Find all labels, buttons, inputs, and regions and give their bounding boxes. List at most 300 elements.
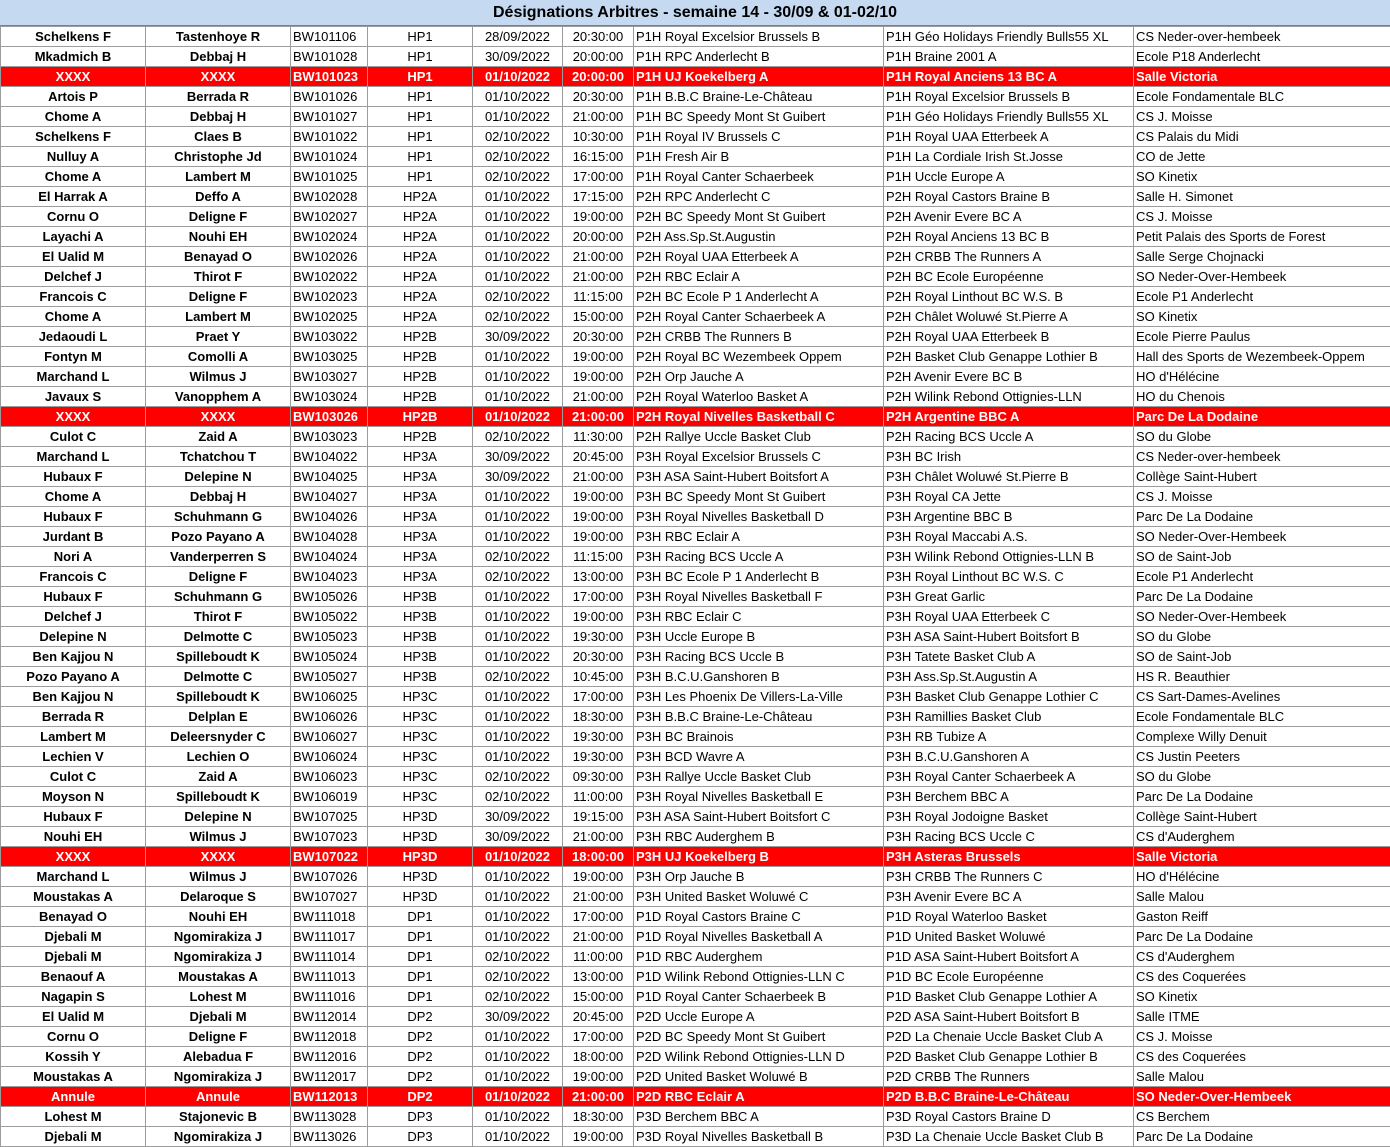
- time-cell[interactable]: 20:00:00: [563, 67, 634, 87]
- referee-1-cell[interactable]: Chome A: [1, 307, 146, 327]
- date-cell[interactable]: 30/09/2022: [473, 807, 563, 827]
- time-cell[interactable]: 21:00:00: [563, 387, 634, 407]
- home-team-cell[interactable]: P3H Royal Nivelles Basketball F: [634, 587, 884, 607]
- time-cell[interactable]: 19:30:00: [563, 747, 634, 767]
- venue-cell[interactable]: SO Kinetix: [1134, 167, 1390, 187]
- date-cell[interactable]: 30/09/2022: [473, 447, 563, 467]
- away-team-cell[interactable]: P3H Basket Club Genappe Lothier C: [884, 687, 1134, 707]
- referee-1-cell[interactable]: Marchand L: [1, 367, 146, 387]
- match-code-cell[interactable]: BW104023: [291, 567, 368, 587]
- date-cell[interactable]: 02/10/2022: [473, 147, 563, 167]
- referee-1-cell[interactable]: Chome A: [1, 167, 146, 187]
- date-cell[interactable]: 01/10/2022: [473, 267, 563, 287]
- date-cell[interactable]: 01/10/2022: [473, 1107, 563, 1127]
- time-cell[interactable]: 19:30:00: [563, 627, 634, 647]
- referee-1-cell[interactable]: Delchef J: [1, 267, 146, 287]
- home-team-cell[interactable]: P2H Rallye Uccle Basket Club: [634, 427, 884, 447]
- venue-cell[interactable]: CO de Jette: [1134, 147, 1390, 167]
- referee-2-cell[interactable]: Alebadua F: [146, 1047, 291, 1067]
- time-cell[interactable]: 18:30:00: [563, 1107, 634, 1127]
- time-cell[interactable]: 21:00:00: [563, 1087, 634, 1107]
- division-cell[interactable]: HP1: [368, 87, 473, 107]
- match-code-cell[interactable]: BW107023: [291, 827, 368, 847]
- away-team-cell[interactable]: P3H Châlet Woluwé St.Pierre B: [884, 467, 1134, 487]
- home-team-cell[interactable]: P2H Royal Canter Schaerbeek A: [634, 307, 884, 327]
- referee-2-cell[interactable]: Berrada R: [146, 87, 291, 107]
- match-code-cell[interactable]: BW103022: [291, 327, 368, 347]
- away-team-cell[interactable]: P3H Racing BCS Uccle C: [884, 827, 1134, 847]
- venue-cell[interactable]: Salle Serge Chojnacki: [1134, 247, 1390, 267]
- date-cell[interactable]: 01/10/2022: [473, 1127, 563, 1147]
- away-team-cell[interactable]: P1H Géo Holidays Friendly Bulls55 XL: [884, 107, 1134, 127]
- referee-1-cell[interactable]: Djebali M: [1, 927, 146, 947]
- referee-1-cell[interactable]: Nouhi EH: [1, 827, 146, 847]
- home-team-cell[interactable]: P3H Rallye Uccle Basket Club: [634, 767, 884, 787]
- venue-cell[interactable]: Collège Saint-Hubert: [1134, 807, 1390, 827]
- referee-1-cell[interactable]: Moyson N: [1, 787, 146, 807]
- date-cell[interactable]: 02/10/2022: [473, 667, 563, 687]
- home-team-cell[interactable]: P2H BC Speedy Mont St Guibert: [634, 207, 884, 227]
- time-cell[interactable]: 11:30:00: [563, 427, 634, 447]
- away-team-cell[interactable]: P1H Uccle Europe A: [884, 167, 1134, 187]
- time-cell[interactable]: 19:00:00: [563, 347, 634, 367]
- time-cell[interactable]: 15:00:00: [563, 987, 634, 1007]
- date-cell[interactable]: 01/10/2022: [473, 707, 563, 727]
- home-team-cell[interactable]: P3H Orp Jauche B: [634, 867, 884, 887]
- time-cell[interactable]: 17:00:00: [563, 167, 634, 187]
- match-code-cell[interactable]: BW101027: [291, 107, 368, 127]
- away-team-cell[interactable]: P3H Avenir Evere BC A: [884, 887, 1134, 907]
- match-code-cell[interactable]: BW106023: [291, 767, 368, 787]
- date-cell[interactable]: 30/09/2022: [473, 1007, 563, 1027]
- time-cell[interactable]: 19:00:00: [563, 1127, 634, 1147]
- referee-2-cell[interactable]: Ngomirakiza J: [146, 1067, 291, 1087]
- date-cell[interactable]: 01/10/2022: [473, 107, 563, 127]
- home-team-cell[interactable]: P1D Royal Canter Schaerbeek B: [634, 987, 884, 1007]
- division-cell[interactable]: DP1: [368, 967, 473, 987]
- venue-cell[interactable]: Parc De La Dodaine: [1134, 587, 1390, 607]
- referee-1-cell[interactable]: Ben Kajjou N: [1, 687, 146, 707]
- referee-2-cell[interactable]: Christophe Jd: [146, 147, 291, 167]
- match-code-cell[interactable]: BW102024: [291, 227, 368, 247]
- referee-2-cell[interactable]: Schuhmann G: [146, 507, 291, 527]
- match-code-cell[interactable]: BW104025: [291, 467, 368, 487]
- referee-1-cell[interactable]: Nagapin S: [1, 987, 146, 1007]
- division-cell[interactable]: DP2: [368, 1047, 473, 1067]
- venue-cell[interactable]: HO d'Hélécine: [1134, 867, 1390, 887]
- referee-2-cell[interactable]: XXXX: [146, 67, 291, 87]
- date-cell[interactable]: 01/10/2022: [473, 227, 563, 247]
- away-team-cell[interactable]: P3D La Chenaie Uccle Basket Club B: [884, 1127, 1134, 1147]
- division-cell[interactable]: HP3D: [368, 867, 473, 887]
- division-cell[interactable]: HP3C: [368, 687, 473, 707]
- referee-1-cell[interactable]: Mkadmich B: [1, 47, 146, 67]
- division-cell[interactable]: HP3C: [368, 767, 473, 787]
- time-cell[interactable]: 10:30:00: [563, 127, 634, 147]
- referee-1-cell[interactable]: Layachi A: [1, 227, 146, 247]
- match-code-cell[interactable]: BW101025: [291, 167, 368, 187]
- referee-2-cell[interactable]: Nouhi EH: [146, 907, 291, 927]
- referee-1-cell[interactable]: Culot C: [1, 767, 146, 787]
- away-team-cell[interactable]: P2H Royal Anciens 13 BC B: [884, 227, 1134, 247]
- match-code-cell[interactable]: BW107027: [291, 887, 368, 907]
- away-team-cell[interactable]: P3H Royal Canter Schaerbeek A: [884, 767, 1134, 787]
- time-cell[interactable]: 21:00:00: [563, 927, 634, 947]
- time-cell[interactable]: 21:00:00: [563, 267, 634, 287]
- time-cell[interactable]: 17:15:00: [563, 187, 634, 207]
- division-cell[interactable]: HP3A: [368, 527, 473, 547]
- match-code-cell[interactable]: BW102022: [291, 267, 368, 287]
- referee-1-cell[interactable]: Lambert M: [1, 727, 146, 747]
- time-cell[interactable]: 21:00:00: [563, 887, 634, 907]
- division-cell[interactable]: HP2B: [368, 347, 473, 367]
- away-team-cell[interactable]: P2H Royal UAA Etterbeek B: [884, 327, 1134, 347]
- home-team-cell[interactable]: P3H Uccle Europe B: [634, 627, 884, 647]
- home-team-cell[interactable]: P2D Wilink Rebond Ottignies-LLN D: [634, 1047, 884, 1067]
- date-cell[interactable]: 30/09/2022: [473, 327, 563, 347]
- home-team-cell[interactable]: P2H RBC Eclair A: [634, 267, 884, 287]
- referee-1-cell[interactable]: Hubaux F: [1, 807, 146, 827]
- away-team-cell[interactable]: P2H Avenir Evere BC B: [884, 367, 1134, 387]
- time-cell[interactable]: 11:15:00: [563, 547, 634, 567]
- division-cell[interactable]: HP2A: [368, 267, 473, 287]
- home-team-cell[interactable]: P3H B.B.C Braine-Le-Château: [634, 707, 884, 727]
- date-cell[interactable]: 01/10/2022: [473, 907, 563, 927]
- date-cell[interactable]: 30/09/2022: [473, 467, 563, 487]
- date-cell[interactable]: 02/10/2022: [473, 567, 563, 587]
- division-cell[interactable]: DP2: [368, 1067, 473, 1087]
- date-cell[interactable]: 01/10/2022: [473, 527, 563, 547]
- referee-2-cell[interactable]: Wilmus J: [146, 867, 291, 887]
- referee-2-cell[interactable]: Zaid A: [146, 767, 291, 787]
- date-cell[interactable]: 02/10/2022: [473, 787, 563, 807]
- date-cell[interactable]: 01/10/2022: [473, 187, 563, 207]
- referee-1-cell[interactable]: Schelkens F: [1, 127, 146, 147]
- venue-cell[interactable]: Ecole Pierre Paulus: [1134, 327, 1390, 347]
- referee-2-cell[interactable]: Praet Y: [146, 327, 291, 347]
- referee-2-cell[interactable]: Nouhi EH: [146, 227, 291, 247]
- division-cell[interactable]: DP1: [368, 907, 473, 927]
- match-code-cell[interactable]: BW102027: [291, 207, 368, 227]
- division-cell[interactable]: HP3C: [368, 747, 473, 767]
- home-team-cell[interactable]: P2H Royal Nivelles Basketball C: [634, 407, 884, 427]
- venue-cell[interactable]: Gaston Reiff: [1134, 907, 1390, 927]
- division-cell[interactable]: HP3A: [368, 467, 473, 487]
- referee-2-cell[interactable]: Ngomirakiza J: [146, 1127, 291, 1147]
- match-code-cell[interactable]: BW111018: [291, 907, 368, 927]
- away-team-cell[interactable]: P2H Royal Linthout BC W.S. B: [884, 287, 1134, 307]
- division-cell[interactable]: DP3: [368, 1127, 473, 1147]
- time-cell[interactable]: 18:00:00: [563, 1047, 634, 1067]
- away-team-cell[interactable]: P2D ASA Saint-Hubert Boitsfort B: [884, 1007, 1134, 1027]
- match-code-cell[interactable]: BW104028: [291, 527, 368, 547]
- date-cell[interactable]: 01/10/2022: [473, 347, 563, 367]
- time-cell[interactable]: 17:00:00: [563, 587, 634, 607]
- time-cell[interactable]: 09:30:00: [563, 767, 634, 787]
- division-cell[interactable]: HP2A: [368, 227, 473, 247]
- home-team-cell[interactable]: P3H RBC Eclair C: [634, 607, 884, 627]
- date-cell[interactable]: 01/10/2022: [473, 1067, 563, 1087]
- time-cell[interactable]: 15:00:00: [563, 307, 634, 327]
- referee-2-cell[interactable]: Deligne F: [146, 567, 291, 587]
- home-team-cell[interactable]: P3H BCD Wavre A: [634, 747, 884, 767]
- venue-cell[interactable]: SO du Globe: [1134, 427, 1390, 447]
- date-cell[interactable]: 01/10/2022: [473, 1047, 563, 1067]
- match-code-cell[interactable]: BW105026: [291, 587, 368, 607]
- home-team-cell[interactable]: P3H United Basket Woluwé C: [634, 887, 884, 907]
- venue-cell[interactable]: CS Justin Peeters: [1134, 747, 1390, 767]
- referee-1-cell[interactable]: Ben Kajjou N: [1, 647, 146, 667]
- referee-1-cell[interactable]: Moustakas A: [1, 1067, 146, 1087]
- time-cell[interactable]: 21:00:00: [563, 407, 634, 427]
- away-team-cell[interactable]: P3H Ass.Sp.St.Augustin A: [884, 667, 1134, 687]
- division-cell[interactable]: HP3B: [368, 587, 473, 607]
- date-cell[interactable]: 02/10/2022: [473, 967, 563, 987]
- time-cell[interactable]: 13:00:00: [563, 567, 634, 587]
- away-team-cell[interactable]: P2H Wilink Rebond Ottignies-LLN: [884, 387, 1134, 407]
- division-cell[interactable]: HP2B: [368, 407, 473, 427]
- away-team-cell[interactable]: P1H Braine 2001 A: [884, 47, 1134, 67]
- date-cell[interactable]: 02/10/2022: [473, 307, 563, 327]
- time-cell[interactable]: 20:30:00: [563, 27, 634, 47]
- referee-2-cell[interactable]: Thirot F: [146, 607, 291, 627]
- venue-cell[interactable]: HS R. Beauthier: [1134, 667, 1390, 687]
- venue-cell[interactable]: CS Neder-over-hembeek: [1134, 27, 1390, 47]
- away-team-cell[interactable]: P3H Royal UAA Etterbeek C: [884, 607, 1134, 627]
- referee-2-cell[interactable]: Lambert M: [146, 307, 291, 327]
- referee-2-cell[interactable]: Ngomirakiza J: [146, 927, 291, 947]
- referee-2-cell[interactable]: Delmotte C: [146, 667, 291, 687]
- referee-2-cell[interactable]: Deffo A: [146, 187, 291, 207]
- date-cell[interactable]: 02/10/2022: [473, 167, 563, 187]
- match-code-cell[interactable]: BW102026: [291, 247, 368, 267]
- time-cell[interactable]: 19:00:00: [563, 607, 634, 627]
- division-cell[interactable]: DP1: [368, 947, 473, 967]
- venue-cell[interactable]: CS J. Moisse: [1134, 1027, 1390, 1047]
- match-code-cell[interactable]: BW104026: [291, 507, 368, 527]
- away-team-cell[interactable]: P1D BC Ecole Européenne: [884, 967, 1134, 987]
- venue-cell[interactable]: CS d'Auderghem: [1134, 947, 1390, 967]
- away-team-cell[interactable]: P3H Royal CA Jette: [884, 487, 1134, 507]
- home-team-cell[interactable]: P2H Royal Waterloo Basket A: [634, 387, 884, 407]
- time-cell[interactable]: 19:30:00: [563, 727, 634, 747]
- time-cell[interactable]: 20:45:00: [563, 1007, 634, 1027]
- date-cell[interactable]: 01/10/2022: [473, 847, 563, 867]
- referee-2-cell[interactable]: Deleersnyder C: [146, 727, 291, 747]
- time-cell[interactable]: 18:00:00: [563, 847, 634, 867]
- time-cell[interactable]: 19:15:00: [563, 807, 634, 827]
- venue-cell[interactable]: CS J. Moisse: [1134, 487, 1390, 507]
- date-cell[interactable]: 01/10/2022: [473, 367, 563, 387]
- referee-1-cell[interactable]: Lechien V: [1, 747, 146, 767]
- match-code-cell[interactable]: BW105022: [291, 607, 368, 627]
- away-team-cell[interactable]: P3H Ramillies Basket Club: [884, 707, 1134, 727]
- away-team-cell[interactable]: P3H Royal Jodoigne Basket: [884, 807, 1134, 827]
- away-team-cell[interactable]: P2H Avenir Evere BC A: [884, 207, 1134, 227]
- referee-1-cell[interactable]: Kossih Y: [1, 1047, 146, 1067]
- home-team-cell[interactable]: P3H RBC Eclair A: [634, 527, 884, 547]
- match-code-cell[interactable]: BW105027: [291, 667, 368, 687]
- away-team-cell[interactable]: P1H Royal Excelsior Brussels B: [884, 87, 1134, 107]
- home-team-cell[interactable]: P3H UJ Koekelberg B: [634, 847, 884, 867]
- venue-cell[interactable]: CS J. Moisse: [1134, 107, 1390, 127]
- division-cell[interactable]: HP3A: [368, 547, 473, 567]
- referee-2-cell[interactable]: Delplan E: [146, 707, 291, 727]
- division-cell[interactable]: HP1: [368, 67, 473, 87]
- home-team-cell[interactable]: P3H BC Speedy Mont St Guibert: [634, 487, 884, 507]
- home-team-cell[interactable]: P2H Royal BC Wezembeek Oppem: [634, 347, 884, 367]
- away-team-cell[interactable]: P3H RB Tubize A: [884, 727, 1134, 747]
- home-team-cell[interactable]: P1H Royal Canter Schaerbeek: [634, 167, 884, 187]
- division-cell[interactable]: HP3B: [368, 607, 473, 627]
- home-team-cell[interactable]: P3H RBC Auderghem B: [634, 827, 884, 847]
- time-cell[interactable]: 20:00:00: [563, 227, 634, 247]
- venue-cell[interactable]: CS Sart-Dames-Avelines: [1134, 687, 1390, 707]
- away-team-cell[interactable]: P3H B.C.U.Ganshoren A: [884, 747, 1134, 767]
- away-team-cell[interactable]: P3H Wilink Rebond Ottignies-LLN B: [884, 547, 1134, 567]
- venue-cell[interactable]: SO du Globe: [1134, 627, 1390, 647]
- referee-1-cell[interactable]: Delchef J: [1, 607, 146, 627]
- date-cell[interactable]: 01/10/2022: [473, 507, 563, 527]
- division-cell[interactable]: HP3B: [368, 627, 473, 647]
- referee-1-cell[interactable]: Schelkens F: [1, 27, 146, 47]
- venue-cell[interactable]: Parc De La Dodaine: [1134, 407, 1390, 427]
- referee-2-cell[interactable]: Pozo Payano A: [146, 527, 291, 547]
- match-code-cell[interactable]: BW106025: [291, 687, 368, 707]
- venue-cell[interactable]: HO du Chenois: [1134, 387, 1390, 407]
- referee-2-cell[interactable]: Lechien O: [146, 747, 291, 767]
- home-team-cell[interactable]: P2H Ass.Sp.St.Augustin: [634, 227, 884, 247]
- match-code-cell[interactable]: BW103024: [291, 387, 368, 407]
- referee-1-cell[interactable]: El Ualid M: [1, 247, 146, 267]
- division-cell[interactable]: HP3D: [368, 807, 473, 827]
- division-cell[interactable]: HP2A: [368, 287, 473, 307]
- match-code-cell[interactable]: BW104022: [291, 447, 368, 467]
- away-team-cell[interactable]: P3H Asteras Brussels: [884, 847, 1134, 867]
- referee-1-cell[interactable]: Lohest M: [1, 1107, 146, 1127]
- venue-cell[interactable]: SO Kinetix: [1134, 307, 1390, 327]
- home-team-cell[interactable]: P1D RBC Auderghem: [634, 947, 884, 967]
- division-cell[interactable]: HP3A: [368, 567, 473, 587]
- division-cell[interactable]: HP2B: [368, 427, 473, 447]
- division-cell[interactable]: HP3C: [368, 727, 473, 747]
- home-team-cell[interactable]: P3H ASA Saint-Hubert Boitsfort C: [634, 807, 884, 827]
- referee-1-cell[interactable]: Benayad O: [1, 907, 146, 927]
- match-code-cell[interactable]: BW101028: [291, 47, 368, 67]
- venue-cell[interactable]: Collège Saint-Hubert: [1134, 467, 1390, 487]
- division-cell[interactable]: HP3A: [368, 487, 473, 507]
- referee-2-cell[interactable]: Lambert M: [146, 167, 291, 187]
- referee-1-cell[interactable]: Marchand L: [1, 867, 146, 887]
- referee-2-cell[interactable]: Stajonevic B: [146, 1107, 291, 1127]
- referee-2-cell[interactable]: XXXX: [146, 847, 291, 867]
- time-cell[interactable]: 21:00:00: [563, 827, 634, 847]
- match-code-cell[interactable]: BW113026: [291, 1127, 368, 1147]
- referee-1-cell[interactable]: Pozo Payano A: [1, 667, 146, 687]
- referee-2-cell[interactable]: Benayad O: [146, 247, 291, 267]
- date-cell[interactable]: 02/10/2022: [473, 127, 563, 147]
- referee-1-cell[interactable]: Hubaux F: [1, 587, 146, 607]
- date-cell[interactable]: 02/10/2022: [473, 427, 563, 447]
- time-cell[interactable]: 11:15:00: [563, 287, 634, 307]
- home-team-cell[interactable]: P3D Berchem BBC A: [634, 1107, 884, 1127]
- match-code-cell[interactable]: BW103023: [291, 427, 368, 447]
- referee-2-cell[interactable]: Wilmus J: [146, 827, 291, 847]
- home-team-cell[interactable]: P1H UJ Koekelberg A: [634, 67, 884, 87]
- home-team-cell[interactable]: P2H RPC Anderlecht C: [634, 187, 884, 207]
- referee-2-cell[interactable]: Debbaj H: [146, 487, 291, 507]
- referee-1-cell[interactable]: Marchand L: [1, 447, 146, 467]
- division-cell[interactable]: HP3A: [368, 447, 473, 467]
- division-cell[interactable]: HP2A: [368, 307, 473, 327]
- away-team-cell[interactable]: P2H Racing BCS Uccle A: [884, 427, 1134, 447]
- date-cell[interactable]: 02/10/2022: [473, 947, 563, 967]
- referee-1-cell[interactable]: Cornu O: [1, 1027, 146, 1047]
- date-cell[interactable]: 01/10/2022: [473, 747, 563, 767]
- venue-cell[interactable]: SO Neder-Over-Hembeek: [1134, 267, 1390, 287]
- home-team-cell[interactable]: P2H CRBB The Runners B: [634, 327, 884, 347]
- home-team-cell[interactable]: P3H Racing BCS Uccle A: [634, 547, 884, 567]
- away-team-cell[interactable]: P3D Royal Castors Braine D: [884, 1107, 1134, 1127]
- match-code-cell[interactable]: BW112016: [291, 1047, 368, 1067]
- referee-1-cell[interactable]: Cornu O: [1, 207, 146, 227]
- referee-2-cell[interactable]: Schuhmann G: [146, 587, 291, 607]
- away-team-cell[interactable]: P2H Châlet Woluwé St.Pierre A: [884, 307, 1134, 327]
- date-cell[interactable]: 01/10/2022: [473, 487, 563, 507]
- referee-1-cell[interactable]: Chome A: [1, 487, 146, 507]
- time-cell[interactable]: 21:00:00: [563, 107, 634, 127]
- referee-1-cell[interactable]: Culot C: [1, 427, 146, 447]
- time-cell[interactable]: 17:00:00: [563, 687, 634, 707]
- match-code-cell[interactable]: BW111014: [291, 947, 368, 967]
- referee-2-cell[interactable]: Wilmus J: [146, 367, 291, 387]
- home-team-cell[interactable]: P1H Royal IV Brussels C: [634, 127, 884, 147]
- away-team-cell[interactable]: P2D Basket Club Genappe Lothier B: [884, 1047, 1134, 1067]
- time-cell[interactable]: 19:00:00: [563, 1067, 634, 1087]
- match-code-cell[interactable]: BW112017: [291, 1067, 368, 1087]
- date-cell[interactable]: 01/10/2022: [473, 647, 563, 667]
- division-cell[interactable]: HP1: [368, 147, 473, 167]
- referee-1-cell[interactable]: Benaouf A: [1, 967, 146, 987]
- date-cell[interactable]: 01/10/2022: [473, 407, 563, 427]
- date-cell[interactable]: 01/10/2022: [473, 607, 563, 627]
- match-code-cell[interactable]: BW102028: [291, 187, 368, 207]
- date-cell[interactable]: 02/10/2022: [473, 987, 563, 1007]
- time-cell[interactable]: 19:00:00: [563, 527, 634, 547]
- venue-cell[interactable]: CS Neder-over-hembeek: [1134, 447, 1390, 467]
- home-team-cell[interactable]: P1D Royal Castors Braine C: [634, 907, 884, 927]
- away-team-cell[interactable]: P2D La Chenaie Uccle Basket Club A: [884, 1027, 1134, 1047]
- away-team-cell[interactable]: P1D Basket Club Genappe Lothier A: [884, 987, 1134, 1007]
- date-cell[interactable]: 01/10/2022: [473, 867, 563, 887]
- referee-1-cell[interactable]: Hubaux F: [1, 467, 146, 487]
- referee-2-cell[interactable]: Lohest M: [146, 987, 291, 1007]
- match-code-cell[interactable]: BW107026: [291, 867, 368, 887]
- match-code-cell[interactable]: BW106024: [291, 747, 368, 767]
- match-code-cell[interactable]: BW106027: [291, 727, 368, 747]
- away-team-cell[interactable]: P3H Royal Maccabi A.S.: [884, 527, 1134, 547]
- match-code-cell[interactable]: BW105024: [291, 647, 368, 667]
- home-team-cell[interactable]: P1D Wilink Rebond Ottignies-LLN C: [634, 967, 884, 987]
- home-team-cell[interactable]: P2H BC Ecole P 1 Anderlecht A: [634, 287, 884, 307]
- venue-cell[interactable]: Petit Palais des Sports de Forest: [1134, 227, 1390, 247]
- division-cell[interactable]: HP3C: [368, 707, 473, 727]
- time-cell[interactable]: 19:00:00: [563, 367, 634, 387]
- date-cell[interactable]: 30/09/2022: [473, 827, 563, 847]
- referee-2-cell[interactable]: Delmotte C: [146, 627, 291, 647]
- referee-2-cell[interactable]: Zaid A: [146, 427, 291, 447]
- away-team-cell[interactable]: P3H Berchem BBC A: [884, 787, 1134, 807]
